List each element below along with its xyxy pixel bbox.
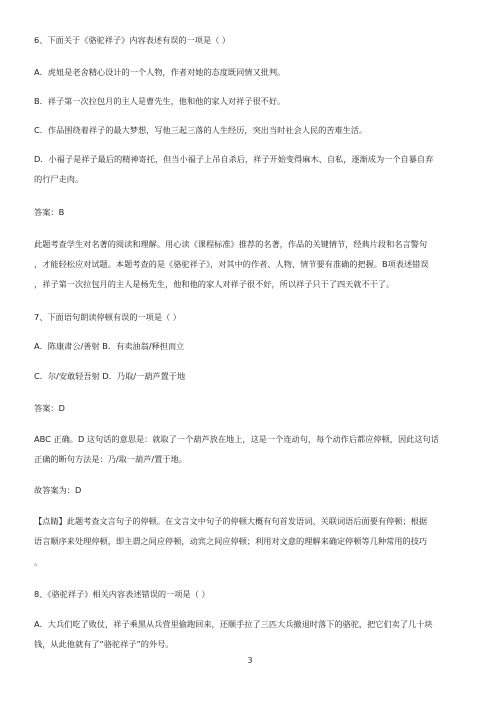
q8-option-a-line2: 钱，从此他就有了“骆驼祥子”的外号。 (34, 639, 174, 649)
q7-stem: 7、下面语句朗读停顿有误的一项是（ ） (34, 312, 181, 322)
q7-tip-line2: 语言顺序来处理停顿，即主谓之间应停顿，动宾之间应停顿；利用对文意的理解来确定停顿等几种常用的技巧 (34, 536, 428, 546)
q6-option-d-line2: 的行尸走肉。 (34, 174, 84, 184)
q6-option-c: C．作品围绕着祥子的最大梦想，写他三起三落的人生经历，突出当时社会人民的苦难生活。 (34, 125, 368, 135)
q6-option-a: A．虎妞是老舍精心设计的一个人物，作者对她的态度既同情又批判。 (34, 67, 286, 77)
q7-analysis-line2: 正确的断句方法是：乃/取一葫芦/置于地。 (34, 454, 187, 464)
q7-analysis-line1: ABC 正确。D 这句话的意思是：就取了一个葫芦放在地上，这是一个连动句，每个动作后都应停顿，因此这句话 (34, 434, 439, 444)
q7-answer: 答案：D (34, 403, 65, 413)
q6-analysis-line3: ，祥子第一次拉包月的主人是杨先生，他和他的家人对祥子很不好，所以祥子只干了四天就不干了。 (34, 279, 395, 289)
q6-analysis-line2: ，才能轻松应对试题。本题考查的是《骆驼祥子》，对其中的作者、人物、情节要有准确的把握。B项表述错误 (34, 259, 429, 269)
q7-options-ab: A．陈康肃公/善射 B．有卖油翁/释担而立 (34, 341, 185, 351)
q6-stem: 6、下面关于《骆驼祥子》内容表述有误的一项是（ ） (34, 35, 231, 45)
q6-option-d-line1: D．小福子是祥子最后的精神寄托，但当小福子上吊自杀后，祥子开始变得麻木、自私，逐渐成为一个自暴自弃 (34, 154, 434, 164)
q6-answer: 答案：B (34, 207, 65, 217)
q6-option-b: B．祥子第一次拉包月的主人是曹先生，他和他的家人对祥子很不好。 (34, 96, 286, 106)
q7-options-cd: C．尔/安敢轻吾射 D．乃取/一葫芦置于地 (34, 371, 186, 381)
q7-final-answer: 故答案为：D (34, 485, 82, 495)
q7-tip-line3: 。 (34, 557, 43, 567)
page-number: 3 (247, 656, 253, 665)
q6-analysis-line1: 此题考查学生对名著的阅读和理解。用心读《课程标准》推荐的名著，作品的关键情节，经典片段和名言警句 (34, 239, 428, 249)
q7-tip-line1: 【点睛】此题考查文言句子的停顿。在文言文中句子的停顿大概有句首发语词、关联词语后面要有停顿；根据 (34, 516, 428, 526)
q8-option-a-line1: A．大兵们吃了败仗，祥子乘黑从兵营里偷跑回来，还顺手拉了三匹大兵撤退时落下的骆驼，把它们卖了几十块 (34, 619, 433, 629)
q8-stem: 8、《骆驼祥子》相关内容表述错误的一项是（ ） (34, 589, 210, 599)
